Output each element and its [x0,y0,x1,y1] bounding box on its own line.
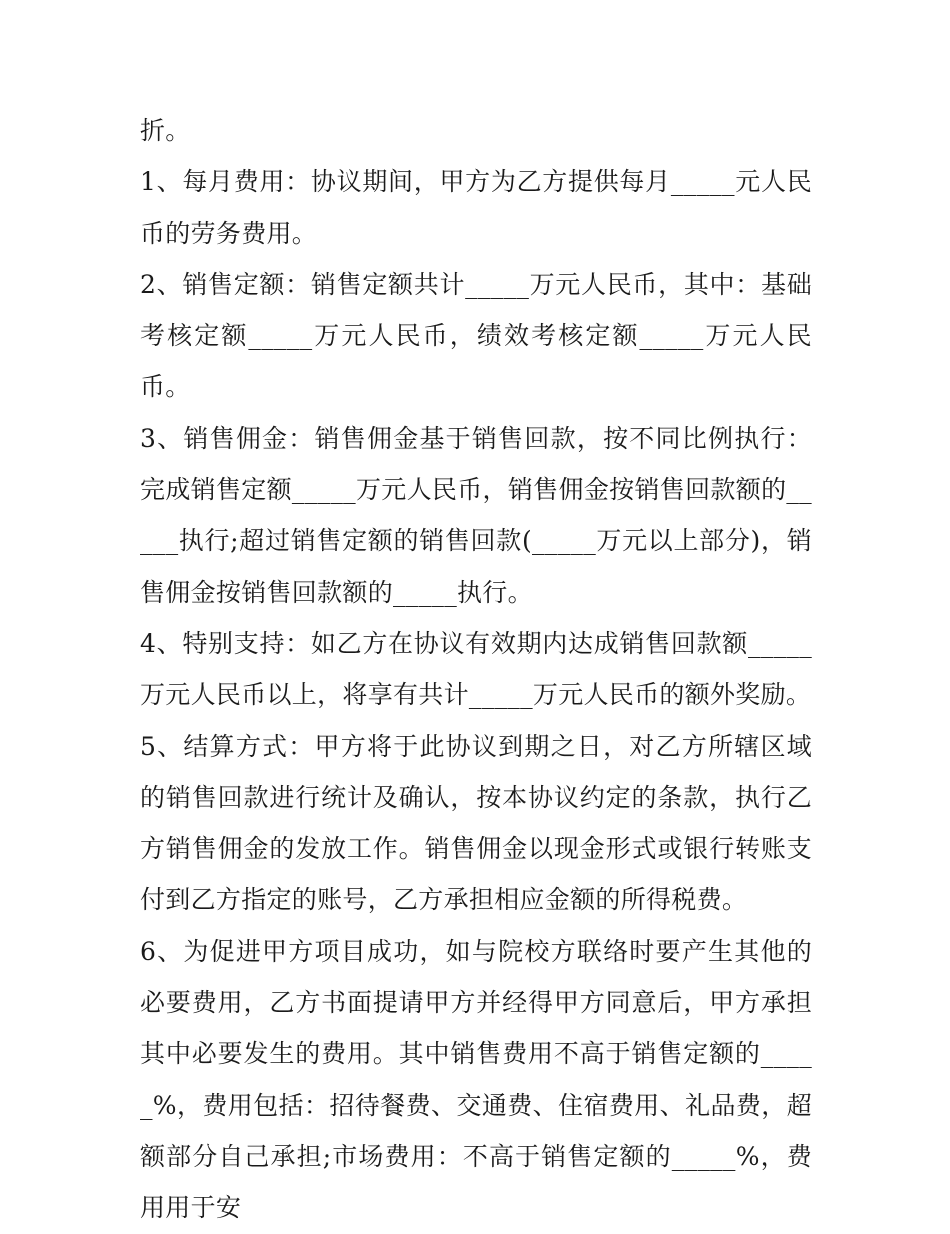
clause-5-settlement: 5、结算方式：甲方将于此协议到期之日，对乙方所辖区域的销售回款进行统计及确认，按本协议约定的条款，执行乙方销售佣金的发放工作。销售佣金以现金形式或银行转账支付到乙方指定的账号，乙方承担相应金额的所得税费。 [140,731,812,915]
clause-1-monthly-fee: 1、每月费用：协议期间，甲方为乙方提供每月_____元人民币的劳务费用。 [140,167,812,248]
clause-2-sales-quota: 2、销售定额：销售定额共计_____万元人民币，其中：基础考核定额_____万元人民币，绩效考核定额_____万元人民币。 [140,269,812,402]
clause-4-special-support: 4、特别支持：如乙方在协议有效期内达成销售回款额_____万元人民币以上，将享有共计_____万元人民币的额外奖励。 [140,628,812,710]
clause-6-expenses: 6、为促进甲方项目成功，如与院校方联络时要产生其他的必要费用，乙方书面提请甲方并经得甲方同意后，甲方承担其中必要发生的费用。其中销售费用不高于销售定额的_____%，费用包括：招待餐费、交通费、住宿费用、礼品费，超额部分自己承担;市场费用：不高于销售定额的_____%，费用用于安 [140,936,812,1223]
clause-3-sales-commission: 3、销售佣金：销售佣金基于销售回款，按不同比例执行：完成销售定额_____万元人民币，销售佣金按销售回款额的_____执行;超过销售定额的销售回款(_____万元以上部分)，销售佣金按销售回款额的_____执行。 [140,423,812,607]
paragraph-continuation: 折。 [140,116,191,145]
document-body [140,105,812,1234]
